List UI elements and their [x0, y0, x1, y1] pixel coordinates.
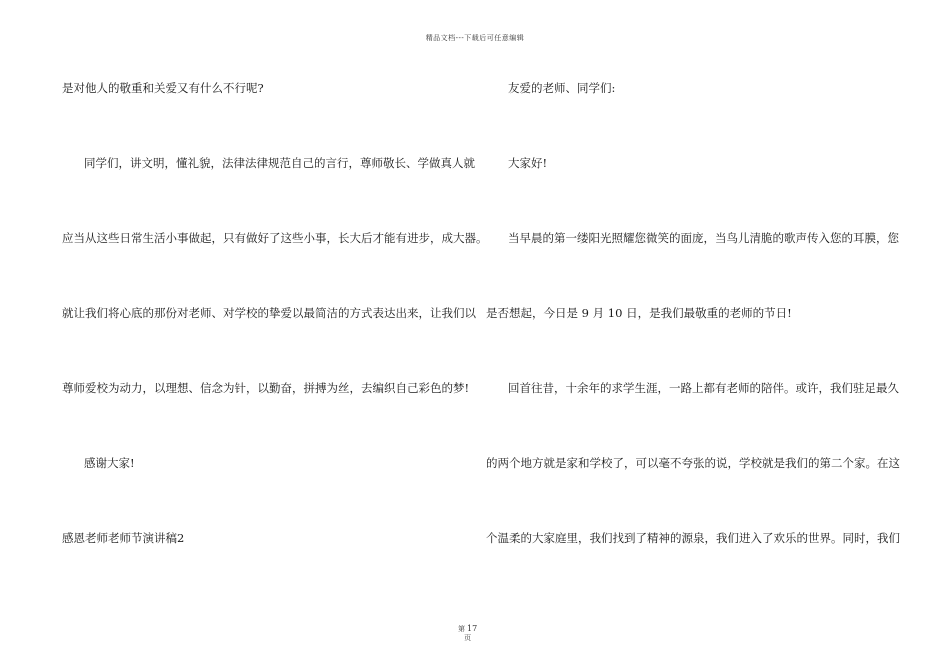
page-header: 精品文档---下载后可任意编辑 [425, 34, 525, 42]
paragraph-line: 应当从这些日常生活小事做起，只有做好了这些小事，长大后才能有进步，成大器。 [62, 231, 488, 245]
page-label-top: 第 [458, 625, 465, 633]
page-label-bottom: 页 [464, 634, 472, 642]
paragraph-line: 当早晨的第一缕阳光照耀您微笑的面庞，当鸟儿清脆的歌声传入您的耳膜，您 [508, 231, 899, 245]
paragraph-line: 感谢大家! [84, 456, 135, 470]
paragraph-line: 是否想起，今日是 9 月 10 日，是我们最敬重的老师的节日! [486, 306, 792, 320]
salutation-line: 友爱的老师、同学们: [508, 81, 616, 95]
paragraph-line: 回首往昔，十余年的求学生涯，一路上都有老师的陪伴。或许，我们驻足最久 [508, 381, 899, 395]
page-footer [458, 624, 477, 643]
greeting-line: 大家好! [508, 156, 548, 170]
paragraph-line: 就让我们将心底的那份对老师、对学校的挚爱以最简洁的方式表达出来，让我们以 [62, 306, 476, 320]
page-number: 17 [467, 624, 478, 633]
paragraph-line: 个温柔的大家庭里，我们找到了精神的源泉，我们进入了欢乐的世界。同时，我们 [486, 531, 900, 545]
paragraph-line: 尊师爱校为动力，以理想、信念为针，以勤奋，拼搏为丝，去编织自己彩色的梦! [62, 381, 470, 395]
section-title: 感恩老师老师节演讲稿2 [62, 531, 185, 545]
paragraph-line: 同学们，讲文明，懂礼貌，法律法律规范自己的言行，尊师敬长、学做真人就 [84, 156, 475, 170]
paragraph-line: 的两个地方就是家和学校了，可以毫不夸张的说，学校就是我们的第二个家。在这 [486, 456, 900, 470]
right-column [486, 0, 900, 672]
paragraph-line: 是对他人的敬重和关爱又有什么不行呢? [62, 81, 264, 95]
